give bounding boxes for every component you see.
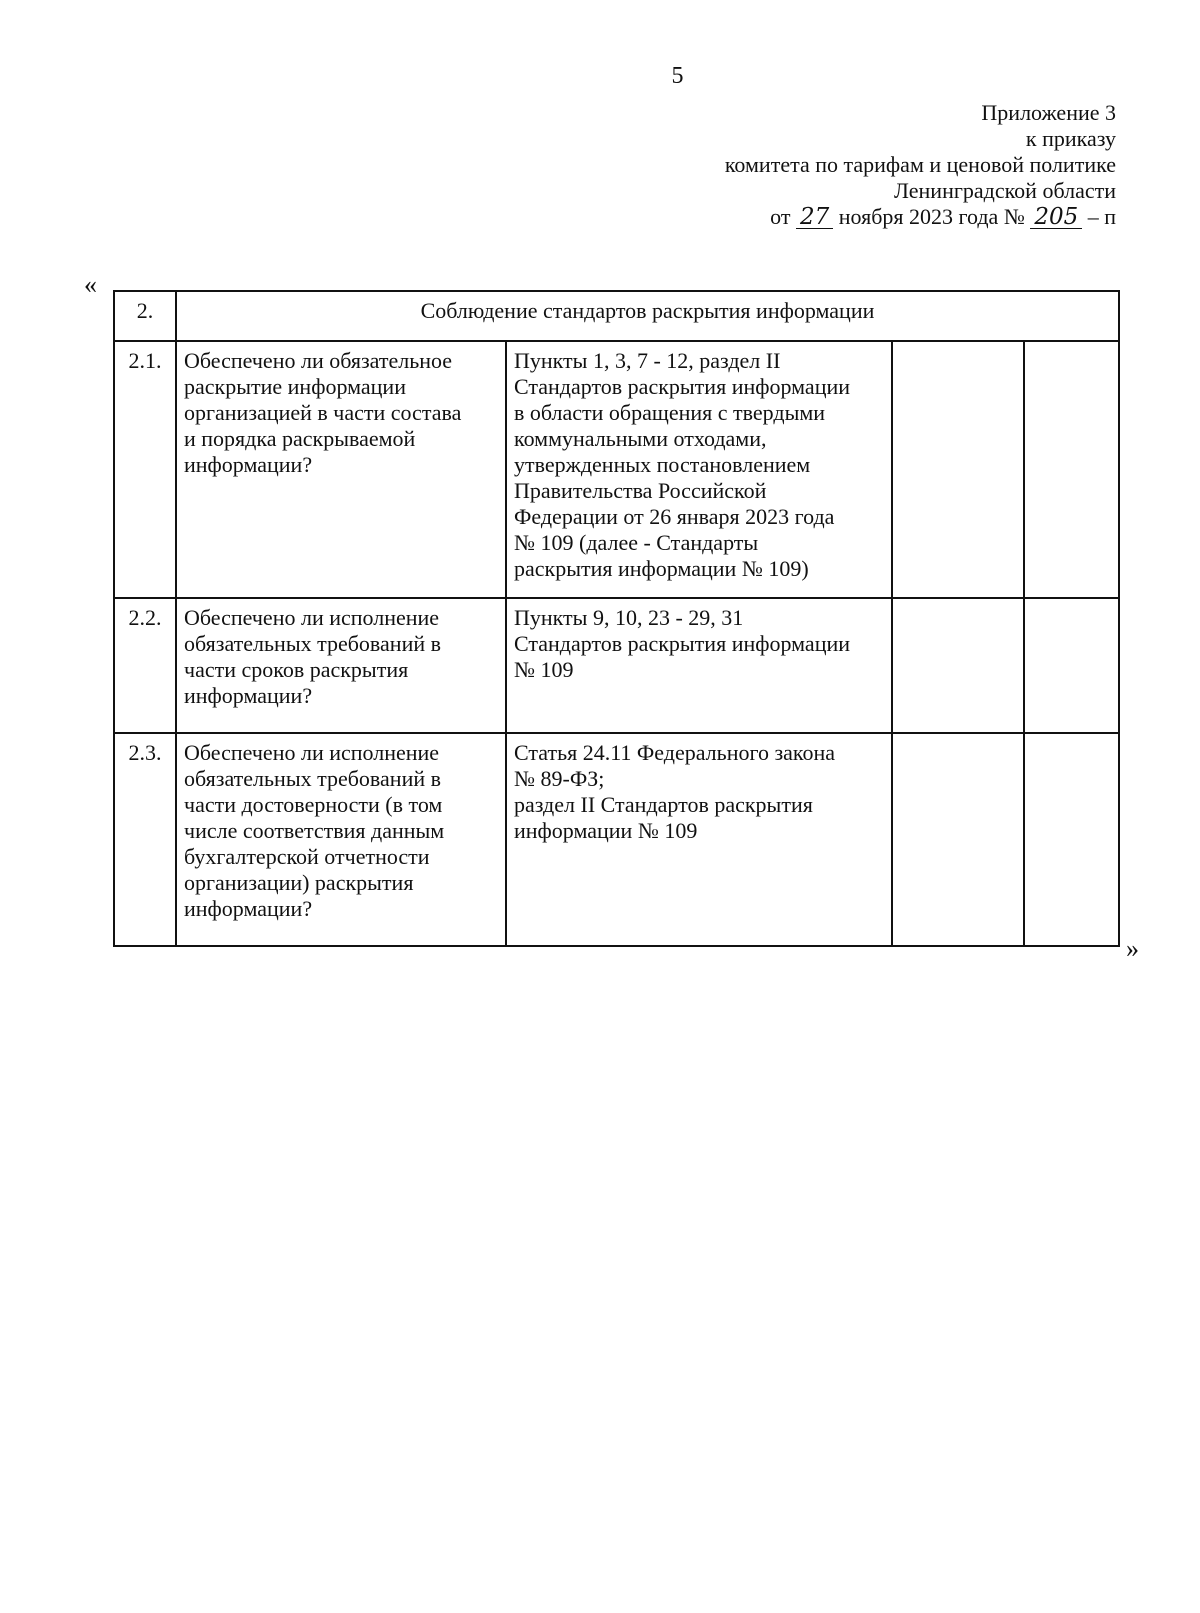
table-row (114, 733, 1119, 946)
opening-quote: « (84, 270, 97, 299)
handwritten-day: 27 (796, 206, 833, 229)
order-suffix: – п (1087, 204, 1116, 229)
appendix-order-ref: к приказу (1025, 126, 1116, 151)
row-question: Обеспечено ли исполнение обязательных требований в части достоверности (в том числе соответствия данным бухгалтерской отчетности организации) раскрытия информации? (176, 733, 506, 946)
date-middle: ноября 2023 года № (838, 204, 1025, 229)
row-question: Обеспечено ли исполнение обязательных требований в части сроков раскрытия информации? (176, 598, 506, 733)
row-reference: Пункты 9, 10, 23 - 29, 31 Стандартов раскрытия информации № 109 (506, 598, 892, 733)
table-row (114, 341, 1119, 598)
row-number: 2.2. (114, 598, 176, 733)
empty-answer-cell (892, 733, 1024, 946)
row-reference: Пункты 1, 3, 7 - 12, раздел II Стандартов раскрытия информации в области обращения с твердыми коммунальными отходами, утвержденных постановлением Правительства Российской Федерации от 26 января 2023 года № 109 (далее - Стандарты раскрытия информации № 109) (506, 341, 892, 598)
appendix-committee: комитета по тарифам и ценовой политике (724, 152, 1116, 177)
empty-answer-cell (892, 598, 1024, 733)
section-title: Соблюдение стандартов раскрытия информации (176, 291, 1119, 341)
empty-note-cell (1024, 598, 1119, 733)
row-reference: Статья 24.11 Федерального закона № 89-ФЗ; раздел II Стандартов раскрытия информации № 109 (506, 733, 892, 946)
empty-note-cell (1024, 733, 1119, 946)
date-prefix: от (770, 204, 791, 229)
empty-note-cell (1024, 341, 1119, 598)
disclosure-standards-table (113, 290, 1120, 947)
section-number: 2. (114, 291, 176, 341)
appendix-date-line (556, 204, 1116, 230)
appendix-header (556, 100, 1116, 230)
appendix-region: Ленинградской области (894, 178, 1116, 203)
empty-answer-cell (892, 341, 1024, 598)
table-row (114, 598, 1119, 733)
row-number: 2.3. (114, 733, 176, 946)
page-number: 5 (671, 63, 684, 89)
row-question: Обеспечено ли обязательное раскрытие информации организацией в части состава и порядка раскрываемой информации? (176, 341, 506, 598)
closing-quote: » (1126, 934, 1139, 963)
handwritten-order-number: 205 (1030, 206, 1082, 229)
row-number: 2.1. (114, 341, 176, 598)
appendix-title: Приложение 3 (981, 100, 1116, 125)
table-section-row (114, 291, 1119, 341)
